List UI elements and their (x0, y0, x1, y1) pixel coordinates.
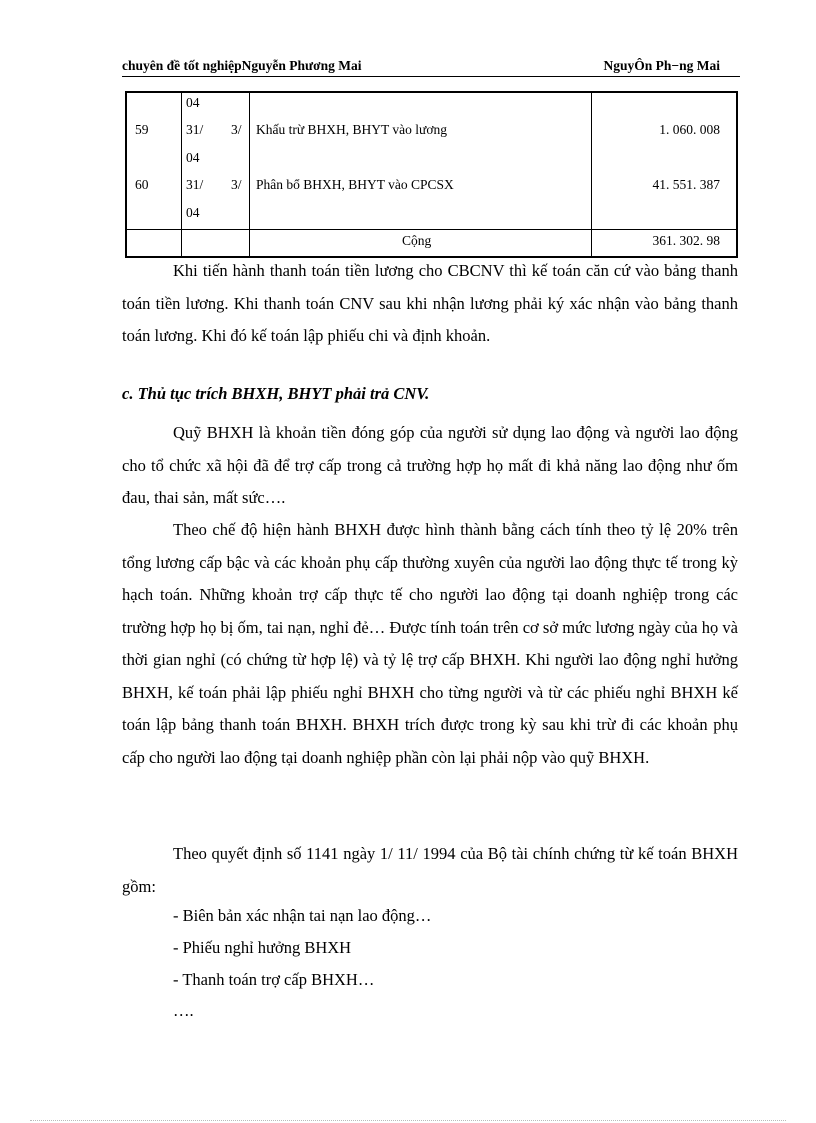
table-col-divider (591, 93, 592, 256)
table-cell-desc: Khấu trừ BHXH, BHYT vào lương (256, 122, 448, 137)
table-cell-date: 04 (186, 95, 200, 110)
paragraph-bhxh-regime: Theo chế độ hiện hành BHXH được hình thành bằng cách tính theo tỷ lệ 20% trên tổng lương cấp bậc và các khoản phụ cấp thường xuyên của người lao động thực tế trong kỳ hạch toán. Những khoản trợ cấp thực tế cho người lao động tại doanh nghiệp trong các trường hợp họ bị ốm, tai nạn, nghỉ đẻ… Được tính toán trên cơ sở mức lương ngày của họ và thời gian nghỉ (có chứng từ hợp lệ) và tỷ lệ trợ cấp BHXH. Khi người lao động nghỉ hưởng BHXH, kế toán phải lập phiếu nghỉ BHXH cho từng người và từ các phiếu nghỉ BHXH kế toán lập bảng thanh toán BHXH. BHXH trích được trong kỳ sau khi trừ đi các khoản phụ cấp cho người lao động tại doanh nghiệp phần còn lại phải nộp vào quỹ BHXH. (122, 520, 738, 767)
list-item: …. (173, 1001, 194, 1020)
table-cell-date2: 3/ (231, 122, 242, 137)
table-cell-amount: 1. 060. 008 (659, 122, 720, 137)
page-header (122, 58, 740, 77)
header-left-title: chuyên đề tốt nghiệpNguyễn Phương Mai (122, 58, 362, 73)
table-total-label: Cộng (402, 233, 432, 248)
table-total-amount: 361. 302. 98 (652, 233, 720, 248)
page-bottom-border (30, 1120, 786, 1121)
table-cell-date: 31/ (186, 177, 204, 192)
table-col-divider (249, 93, 250, 256)
list-item: - Biên bản xác nhận tai nạn lao động… (173, 906, 432, 925)
header-right-author: NguyÔn Ph−ng Mai (603, 58, 720, 73)
ledger-table (125, 91, 738, 258)
table-col-divider (181, 93, 182, 256)
table-cell-no: 59 (135, 122, 149, 137)
paragraph-payment: Khi tiến hành thanh toán tiền lương cho CBCNV thì kế toán căn cứ vào bảng thanh toán tiền lương. Khi thanh toán CNV sau khi nhận lương phải ký xác nhận vào bảng thanh toán lương. Khi đó kế toán lập phiếu chi và định khoản. (122, 261, 738, 345)
table-cell-date: 04 (186, 205, 200, 220)
paragraph-decision: Theo quyết định số 1141 ngày 1/ 11/ 1994 của Bộ tài chính chứng từ kế toán BHXH gồm: (122, 844, 738, 896)
paragraph-bhxh-fund: Quỹ BHXH là khoản tiền đóng góp của người sử dụng lao động và người lao động cho tổ chức xã hội đã để trợ cấp trong cả trường hợp họ mất đi khả năng lao động như ốm đau, thai sản, mất sức…. (122, 423, 738, 507)
table-cell-date2: 3/ (231, 177, 242, 192)
table-cell-date: 04 (186, 150, 200, 165)
table-cell-no: 60 (135, 177, 149, 192)
list-item: - Phiếu nghỉ hưởng BHXH (173, 938, 352, 957)
table-cell-amount: 41. 551. 387 (652, 177, 720, 192)
table-cell-desc: Phân bổ BHXH, BHYT vào CPCSX (256, 177, 454, 192)
table-total-divider (127, 229, 736, 230)
list-item: - Thanh toán trợ cấp BHXH… (173, 970, 375, 989)
table-cell-date: 31/ (186, 122, 204, 137)
section-heading: c. Thủ tục trích BHXH, BHYT phải trả CNV. (122, 384, 430, 403)
